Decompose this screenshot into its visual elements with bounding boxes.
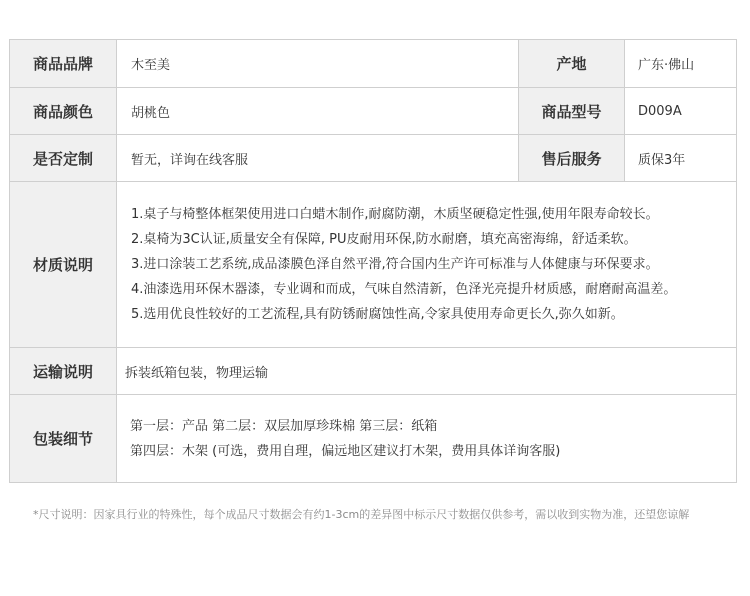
size-footnote: *尺寸说明：因家具行业的特殊性，每个成品尺寸数据会有约1-3cm的差异图中标示尺寸数据仅供参考，需以收到实物为准，还望您谅解 <box>33 508 690 521</box>
packaging-description <box>130 395 560 482</box>
aftersales-value: 质保3年 <box>638 152 686 168</box>
brand-label: 商品品牌 <box>10 40 117 87</box>
product-spec-table <box>9 39 737 483</box>
material-line-5: 5.选用优良性较好的工艺流程,具有防锈耐腐蚀性高,令家具使用寿命更长久,弥久如新。 <box>131 307 624 322</box>
color-value: 胡桃色 <box>131 105 171 121</box>
origin-label: 产地 <box>518 40 625 87</box>
origin-value: 广东·佛山 <box>638 58 695 73</box>
aftersales-label: 售后服务 <box>518 135 625 181</box>
packaging-line-2: 第四层：木架 (可选，费用自理，偏远地区建议打木架，费用具体详询客服) <box>130 443 561 459</box>
material-description <box>131 182 676 347</box>
color-label: 商品颜色 <box>10 88 117 134</box>
spec-row-shipping <box>10 348 736 395</box>
shipping-label: 运输说明 <box>10 348 117 394</box>
model-label: 商品型号 <box>518 88 625 134</box>
material-line-2: 2.桌椅为3C认证,质量安全有保障, PU皮耐用环保,防水耐磨，填充高密海绵，舒适柔软。 <box>131 232 637 247</box>
spec-row-custom <box>10 135 736 182</box>
brand-value: 木至美 <box>131 58 171 73</box>
spec-row-packaging <box>10 395 736 482</box>
packaging-line-1: 第一层：产品 第二层：双层加厚珍珠棉 第三层：纸箱 <box>130 418 438 434</box>
material-label: 材质说明 <box>10 182 117 347</box>
spec-row-brand <box>10 40 736 88</box>
packaging-label: 包装细节 <box>10 395 117 482</box>
material-line-1: 1.桌子与椅整体框架使用进口白蜡木制作,耐腐防潮，木质坚硬稳定性强,使用年限寿命较长。 <box>131 207 659 222</box>
material-line-4: 4.油漆选用环保木器漆，专业调和而成，气味自然清新，色泽光亮提升材质感，耐磨耐高温差。 <box>131 282 677 297</box>
custom-label: 是否定制 <box>10 135 117 181</box>
spec-row-material <box>10 182 736 348</box>
spec-row-color <box>10 88 736 135</box>
model-value: D009A <box>638 103 682 119</box>
material-line-3: 3.进口涂装工艺系统,成品漆膜色泽自然平滑,符合国内生产许可标准与人体健康与环保要求。 <box>131 257 659 272</box>
shipping-value: 拆装纸箱包装，物理运输 <box>125 365 269 381</box>
custom-value: 暂无，详询在线客服 <box>131 152 249 168</box>
